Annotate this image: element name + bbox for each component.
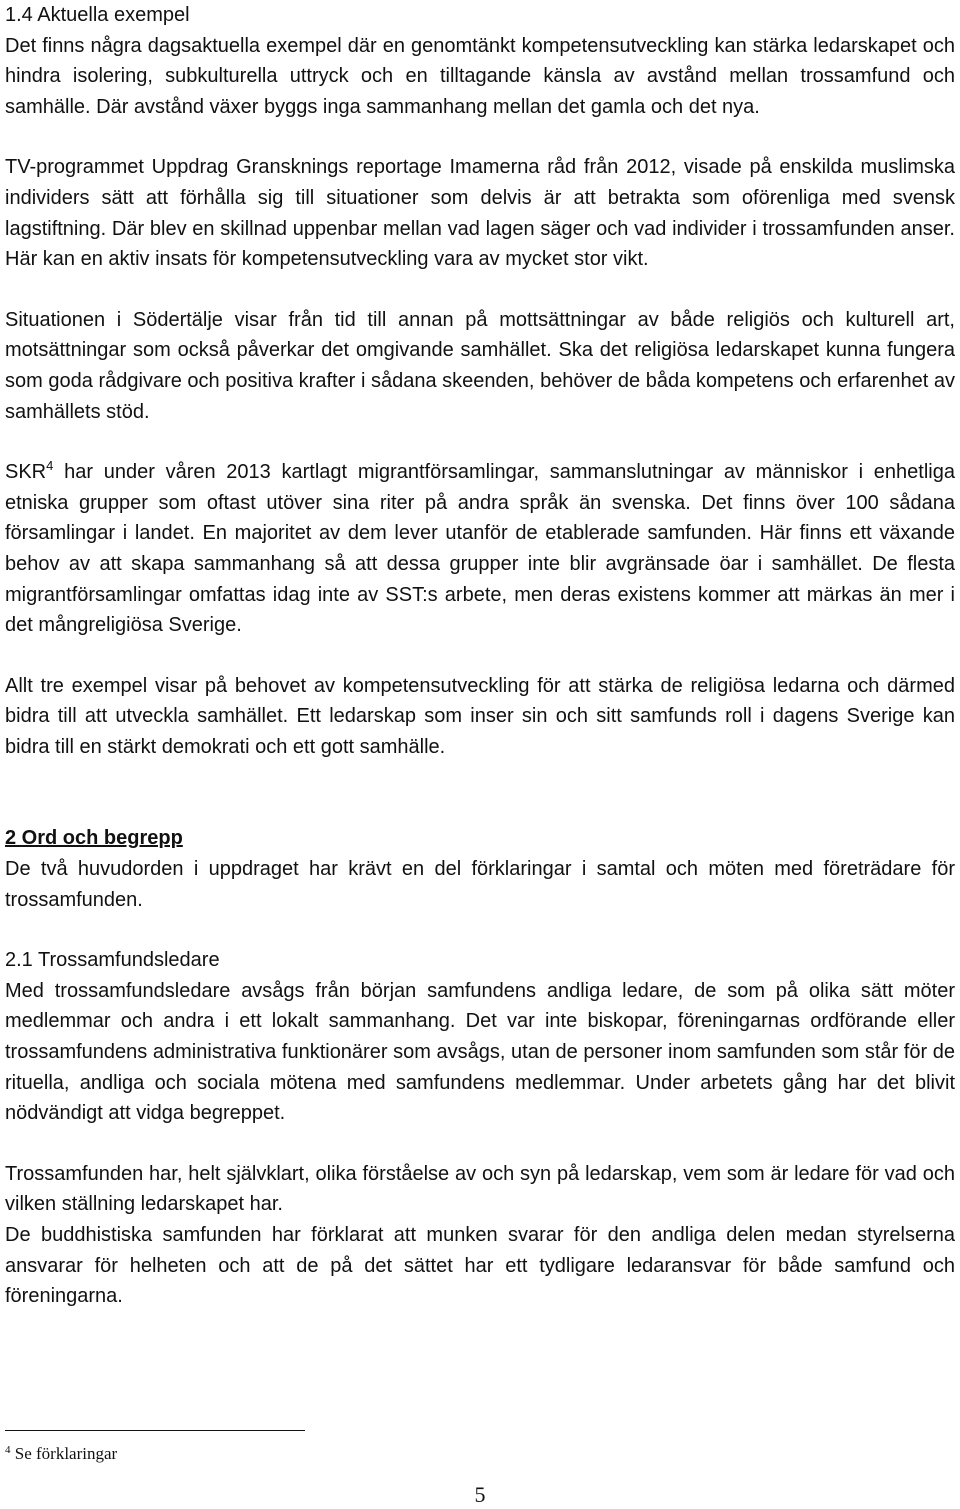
footnote: [5, 1443, 117, 1465]
skr-rest: har under våren 2013 kartlagt migrantförsamlingar, sammanslutningar av människor i enhetliga etniska grupper som oftast utöver sina riter på andra språk än svenska. Det finns över 100 sådana församlingar i landet. En majoritet av dem lever utanför de etablerade samfunden. Här finns ett växande behov av att skapa sammanhang så att dessa grupper inte blir avgränsade öar i samhället. De flesta migrantförsamlingar omfattas idag inte av SST:s arbete, men deras existens kommer att märkas än mer i det mångreligiösa Sverige.: [5, 461, 955, 637]
paragraph-ledarskap: Trossamfunden har, helt självklart, olika förståelse av och syn på ledarskap, vem som är ledare för vad och vilken ställning ledarskapet har.: [5, 1162, 955, 1216]
paragraph-tv-program: TV-programmet Uppdrag Gransknings reportage Imamerna råd från 2012, visade på enskilda muslimska individers sätt att förhålla sig till situationer som delvis är att betrakta som oförenliga med svensk lagstiftning. Där blev en skillnad uppenbar mellan vad lagen säger och vad individer i trossamfunden anser. Här kan en aktiv insats för kompetensutveckling vara av mycket stor vikt.: [5, 156, 955, 271]
paragraph-intro: Det finns några dagsaktuella exempel där en genomtänkt kompetensutveckling kan stärka ledarskapet och hindra isolering, subkulturella uttryck och en tilltagande känsla av avstånd mellan trossamfund och samhälle. Där avstånd växer byggs inga sammanhang mellan det gamla och det nya.: [5, 34, 955, 118]
paragraph-skr: [5, 457, 955, 641]
section-heading-2: 2 Ord och begrepp: [5, 827, 183, 850]
footnote-ref: 4: [46, 458, 54, 474]
paragraph-buddhistiska: De buddhistiska samfunden har förklarat att munken svarar för den andliga delen medan styrelserna ansvarar för helheten och att de på det sättet har ett tydligare ledaransvar för både samfund och föreningarna.: [5, 1224, 955, 1308]
footnote-mark: 4: [5, 1444, 11, 1456]
footnote-text: Se förklaringar: [10, 1444, 118, 1463]
page-number: 5: [474, 1482, 486, 1507]
paragraph-sodertalje: Situationen i Södertälje visar från tid till annan på mottsättningar av både religiös och kulturell art, motsättningar som också påverkar det omgivande samhället. Ska det religiösa ledarskapet kunna fungera som goda rådgivare och positiva krafter i sådana skeenden, behöver de båda kompetens och erfarenhet av samhällets stöd.: [5, 308, 955, 423]
paragraph-ord-och-begrepp: De två huvudorden i uppdraget har krävt en del förklaringar i samtal och möten med företrädare för trossamfunden.: [5, 858, 955, 911]
document-page: [5, 0, 955, 1312]
paragraph-trossamfundsledare: Med trossamfundsledare avsågs från början samfundens andliga ledare, de som på olika sätt möter medlemmar och andra i ett lokalt sammanhang. Det var inte biskopar, föreningarnas ordförande eller trossamfundens administrativa funktionärer som avsågs, utan de personer inom samfunden som står för de rituella, andliga och sociala mötena med samfundens medlemmar. Under arbetets gång har det blivit nödvändigt att vidga begreppet.: [5, 979, 955, 1125]
skr-lead: SKR: [5, 461, 47, 484]
paragraph-summary: Allt tre exempel visar på behovet av kompetensutveckling för att stärka de religiösa ledarna och därmed bidra till att utveckla samhället. Ett ledarskap som inser sin och sitt samfunds roll i dagens Sverige kan bidra till en stärkt demokrati och ett gott samhälle.: [5, 674, 955, 758]
section-heading-2-1: 2.1 Trossamfundsledare: [5, 949, 220, 972]
footnote-separator: [5, 1430, 305, 1431]
section-heading-1-4: 1.4 Aktuella exempel: [5, 4, 190, 26]
